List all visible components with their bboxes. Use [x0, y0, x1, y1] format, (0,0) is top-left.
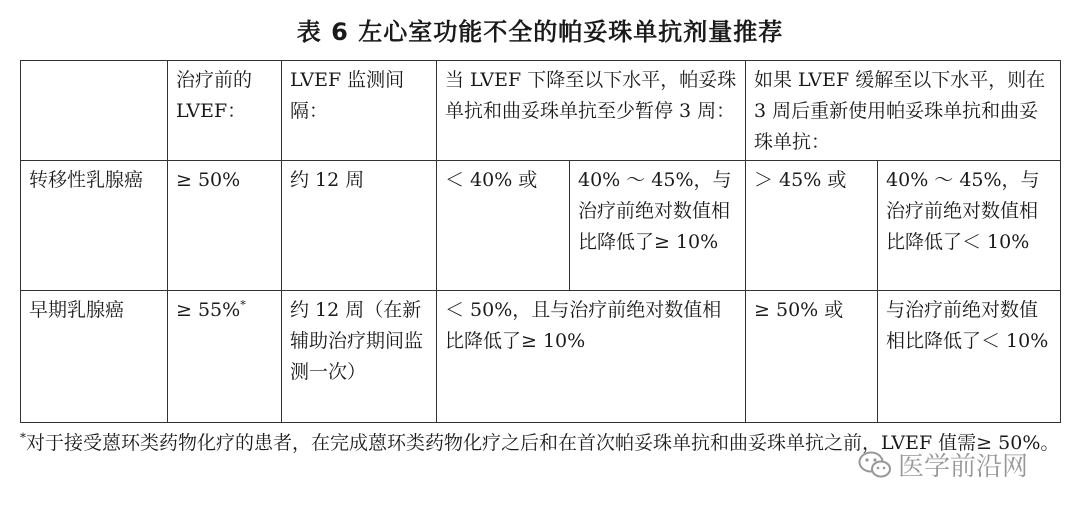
- row-label-early: 早期乳腺癌: [21, 291, 168, 423]
- watermark-text: 医学前沿网: [898, 452, 1029, 482]
- pause-early: ＜ 50%，且与治疗前绝对数值相比降低了≥ 10%: [437, 291, 746, 423]
- table-title: 表 6 左心室功能不全的帕妥珠单抗剂量推荐: [296, 18, 784, 46]
- table-row-metastatic: [21, 161, 1061, 291]
- pause-option-a-metastatic: ＜ 40% 或: [437, 161, 570, 291]
- interval-early: 约 12 周（在新辅助治疗期间监测一次）: [282, 291, 437, 423]
- table-row-early: [21, 291, 1061, 423]
- baseline-value-metastatic: [168, 161, 282, 291]
- footnote-text: 对于接受蒽环类药物化疗的患者，在完成蒽环类药物化疗之后和在首次帕妥珠单抗和曲妥珠单抗之前，LVEF 值需≥ 50%。: [26, 432, 1060, 454]
- pause-option-b-metastatic: 40% ～ 45%，与治疗前绝对数值相比降低了≥ 10%: [570, 161, 746, 291]
- header-baseline-lvef: 治疗前的 LVEF：: [168, 61, 282, 161]
- header-monitoring-interval: LVEF 监测间隔：: [282, 61, 437, 161]
- footnote-mark: *: [20, 430, 26, 445]
- resume-option-b-early: 与治疗前绝对数值相比降低了＜ 10%: [878, 291, 1061, 423]
- interval-metastatic: 约 12 周: [282, 161, 437, 291]
- wechat-icon: [858, 451, 892, 479]
- header-resume-threshold: 如果 LVEF 缓解至以下水平，则在 3 周后重新使用帕妥珠单抗和曲妥珠单抗：: [746, 61, 1061, 161]
- baseline-text: ≥ 50%: [176, 169, 241, 191]
- header-pause-threshold: 当 LVEF 下降至以下水平，帕妥珠单抗和曲妥珠单抗至少暂停 3 周：: [437, 61, 746, 161]
- dosage-table: [20, 60, 1061, 423]
- resume-option-a-metastatic: ＞ 45% 或: [746, 161, 878, 291]
- baseline-sup: *: [240, 298, 246, 312]
- table-header-row: [21, 61, 1061, 161]
- resume-option-a-early: ≥ 50% 或: [746, 291, 878, 423]
- row-label-metastatic: 转移性乳腺癌: [21, 161, 168, 291]
- header-empty-cell: [21, 61, 168, 161]
- watermark: [858, 446, 1028, 483]
- baseline-value-early: [168, 291, 282, 423]
- resume-option-b-metastatic: 40% ～ 45%，与治疗前绝对数值相比降低了＜ 10%: [878, 161, 1061, 291]
- baseline-text: ≥ 55%: [176, 299, 241, 321]
